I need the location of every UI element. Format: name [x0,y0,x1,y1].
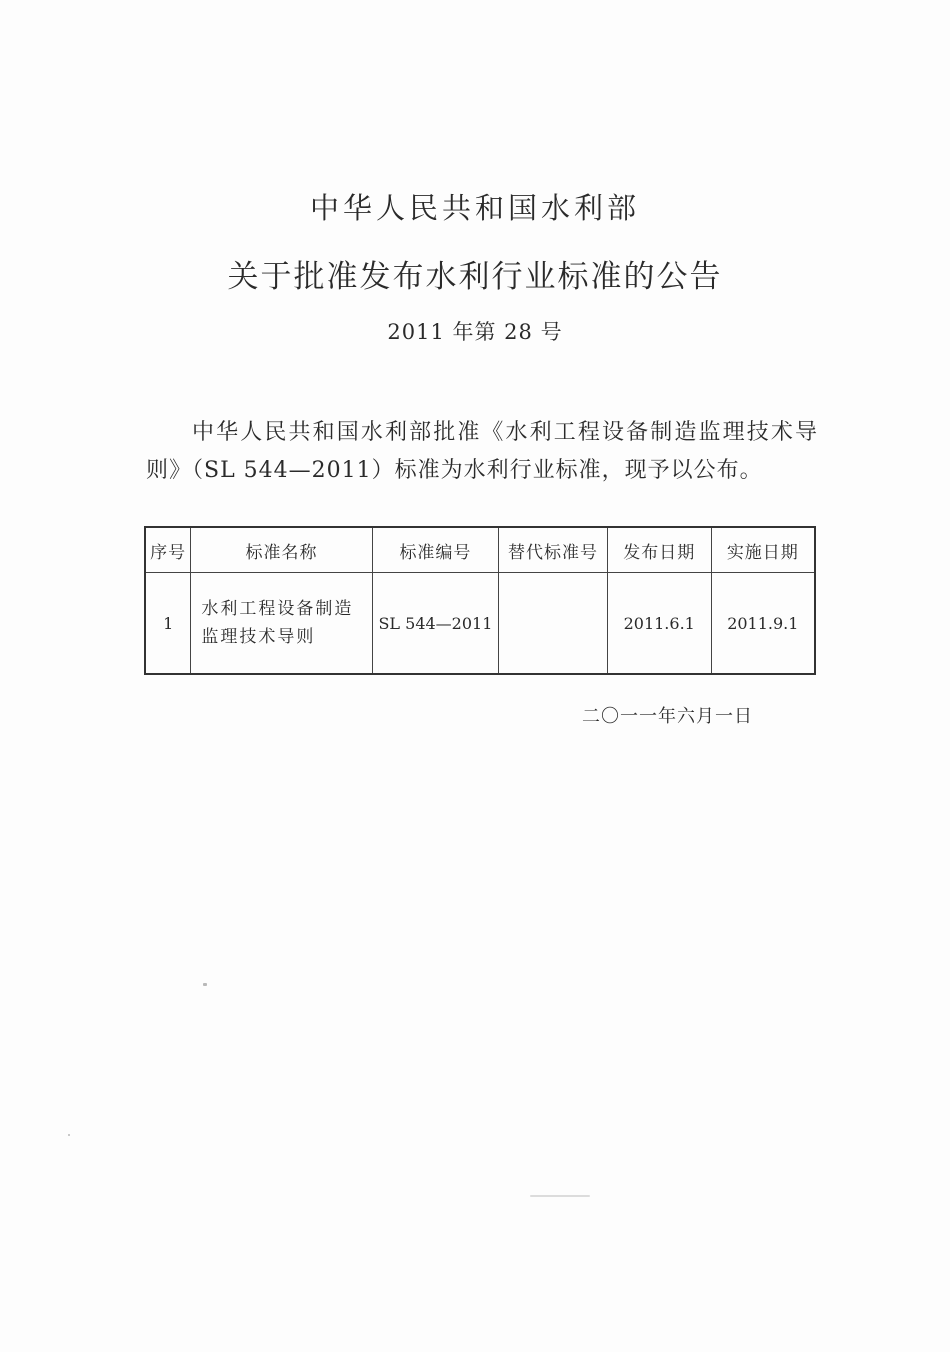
announcement-title: 关于批准发布水利行业标准的公告 [227,259,723,295]
column-header-index: 序号 [145,527,191,573]
announcement-body: 中华人民共和国水利部批准《水利工程设备制造监理技术导则》（SL 544—2011）标准为水利行业标准，现予以公布。 [146,420,818,483]
column-header-effective: 实施日期 [711,527,815,573]
announcement-number: 2011 年第 28 号 [387,320,563,344]
issuing-authority: 中华人民共和国水利部 [309,191,640,225]
column-header-replaces: 替代标准号 [499,527,608,573]
cell-standard-name: 水利工程设备制造监理技术导则 [191,573,372,675]
scan-speck [68,1134,70,1136]
table-header-row [145,527,815,573]
cell-standard-code: SL 544—2011 [372,573,499,675]
column-header-issued: 发布日期 [607,527,711,573]
cell-issue-date: 2011.6.1 [607,573,711,675]
cell-effective-date: 2011.9.1 [711,573,815,675]
standards-table [144,526,816,675]
column-header-code: 标准编号 [372,527,499,573]
column-header-name: 标准名称 [191,527,372,573]
cell-index: 1 [145,573,191,675]
scan-speck [203,983,207,986]
cell-replaced-standard [499,573,608,675]
scan-speck [530,1195,590,1197]
signature-date: 二〇一一年六月一日 [582,706,753,727]
table-row [145,573,815,675]
